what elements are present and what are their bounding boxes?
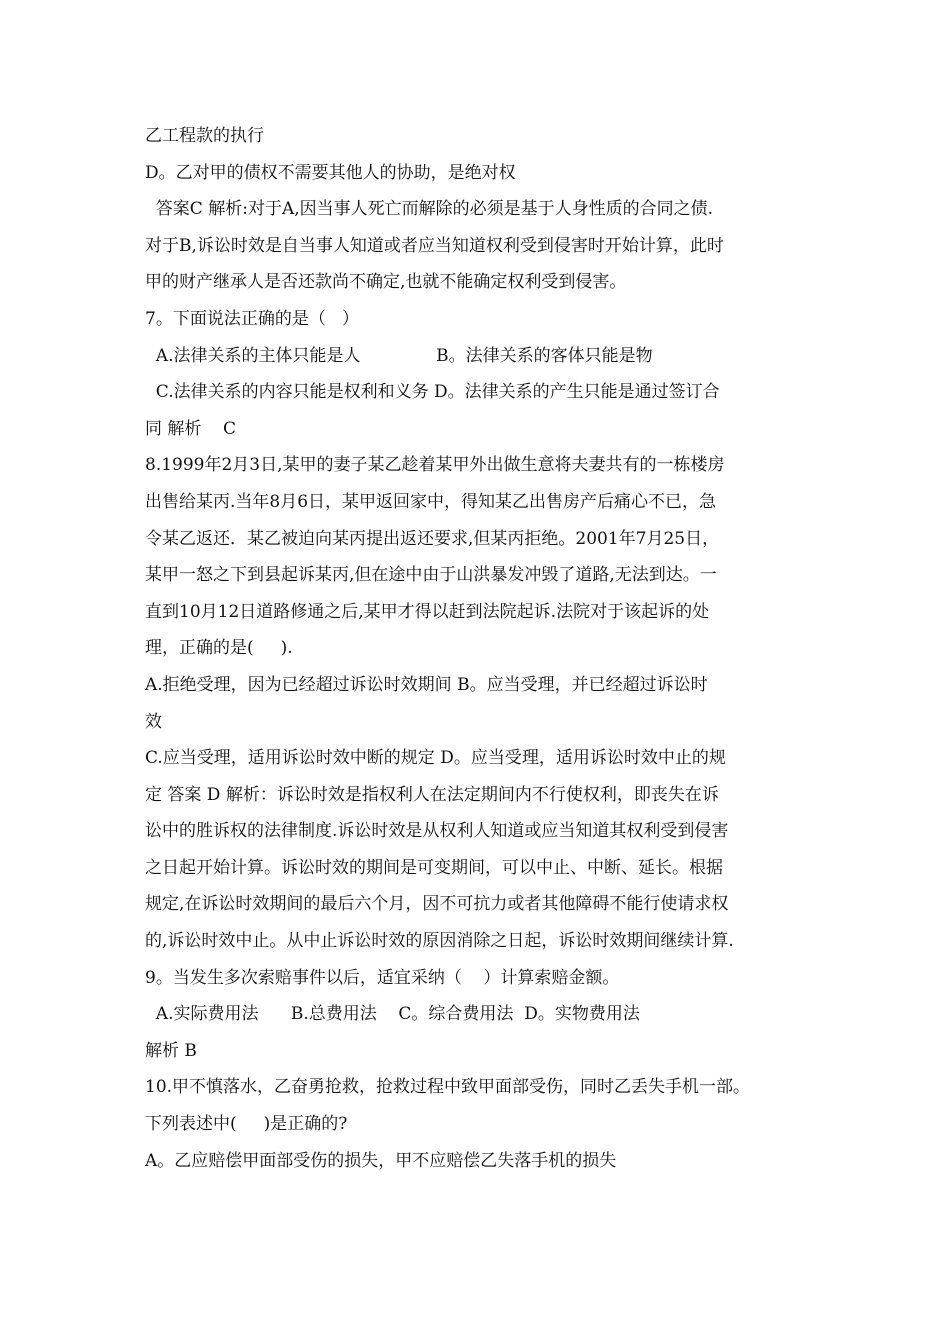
question-9: 9。当发生多次索赔事件以后，适宜采纳（ ）计算索赔金额。 <box>145 967 620 988</box>
question-7: 7。下面说法正确的是（ ） <box>145 308 360 329</box>
text-line: 甲的财产继承人是否还款尚不确定,也就不能确定权利受到侵害。 <box>145 272 627 293</box>
text-line: 令某乙返还．某乙被迫向某丙提出返还要求,但某丙拒绝。2001年7月25日， <box>145 528 720 549</box>
question-10-option-a: A。乙应赔偿甲面部受伤的损失，甲不应赔偿乙失落手机的损失 <box>145 1150 617 1171</box>
text-line: 效 <box>145 711 162 732</box>
text-line: 规定,在诉讼时效期间的最后六个月，因不可抗力或者其他障碍不能行使请求权 <box>145 894 729 915</box>
question-8-option-cd: C.应当受理，适用诉讼时效中断的规定 D。应当受理，适用诉讼时效中止的规 <box>145 748 726 769</box>
question-7-options-cd: C.法律关系的内容只能是权利和义务 D。法律关系的产生只能是通过签订合 <box>145 382 720 403</box>
text-line: 答案C 解析:对于A,因当事人死亡而解除的必须是基于人身性质的合同之债. <box>145 199 714 220</box>
question-8: 8.1999年2月3日,某甲的妻子某乙趁着某甲外出做生意将夫妻共有的一栋楼房 <box>145 455 725 476</box>
text-line: D。乙对甲的债权不需要其他人的协助，是绝对权 <box>145 162 516 183</box>
text-line: 出售给某丙.当年8月6日，某甲返回家中，得知某乙出售房产后痛心不已，急 <box>145 491 717 512</box>
text-line: 的,诉讼时效中止。从中止诉讼时效的原因消除之日起，诉讼时效期间继续计算. <box>145 931 734 952</box>
question-10: 10.甲不慎落水，乙奋勇抢救，抢救过程中致甲面部受伤，同时乙丢失手机一部。 <box>145 1077 751 1098</box>
text-line: 理，正确的是( ). <box>145 638 293 659</box>
document-body <box>145 118 810 1179</box>
text-line: 讼中的胜诉权的法律制度.诉讼时效是从权利人知道或应当知道其权利受到侵害 <box>145 821 729 842</box>
question-7-answer: 同 解析 C <box>145 418 237 439</box>
question-8-answer: 定 答案 D 解析：诉讼时效是指权利人在法定期间内不行使权利，即丧失在诉 <box>145 784 719 805</box>
text-line: 之日起开始计算。诉讼时效的期间是可变期间，可以中止、中断、延长。根据 <box>145 857 723 878</box>
text-line: 下列表述中( )是正确的? <box>145 1114 348 1135</box>
text-line: 乙工程款的执行 <box>145 126 264 146</box>
text-line: 对于B,诉讼时效是自当事人知道或者应当知道权利受到侵害时开始计算，此时 <box>145 235 724 256</box>
text-line: 直到10月12日道路修通之后,某甲才得以赶到法院起诉.法院对于该起诉的处 <box>145 601 710 622</box>
text-line: 某甲一怒之下到县起诉某丙,但在途中由于山洪暴发冲毁了道路,无法到达。一 <box>145 565 717 586</box>
question-7-options-ab: A.法律关系的主体只能是人 B。法律关系的客体只能是物 <box>145 345 653 366</box>
question-9-answer: 解析 B <box>145 1040 197 1061</box>
question-9-options: A.实际费用法 B.总费用法 C。综合费用法 D。实物费用法 <box>145 1004 640 1025</box>
question-8-option-ab: A.拒绝受理，因为已经超过诉讼时效期间 B。应当受理，并已经超过诉讼时 <box>145 674 708 695</box>
